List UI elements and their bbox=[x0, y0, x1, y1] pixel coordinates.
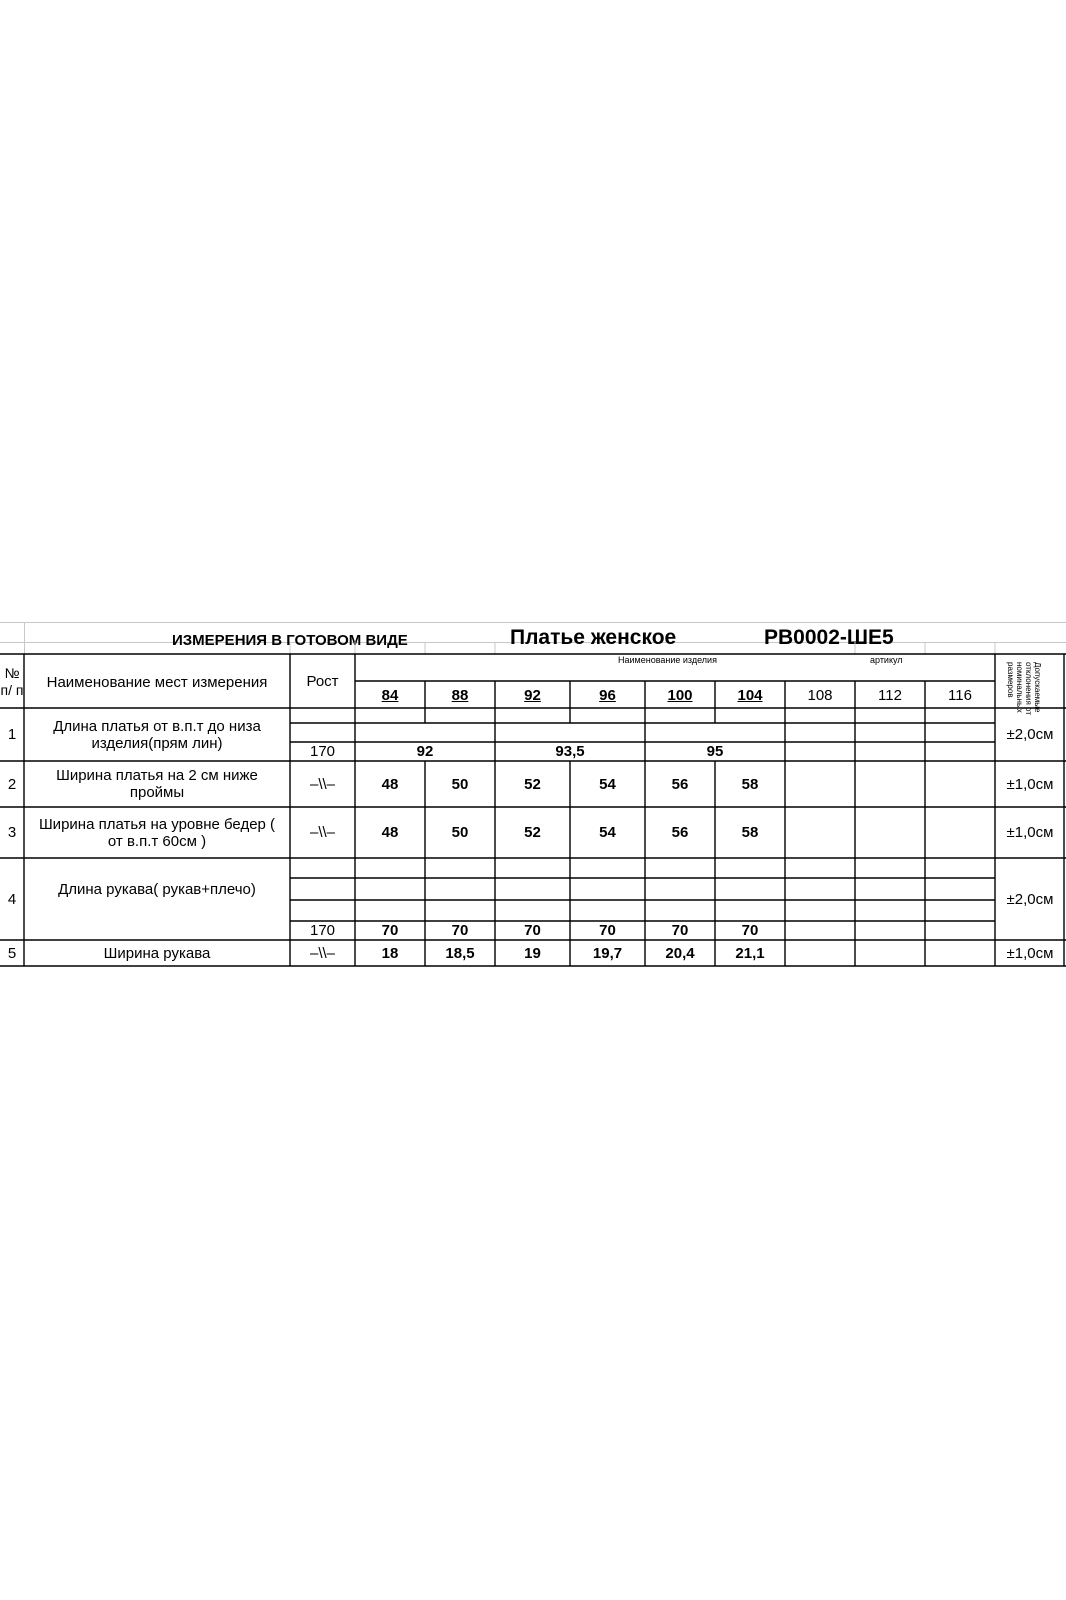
row-4-number: 4 bbox=[7, 890, 17, 908]
row-4-height: 170 bbox=[309, 922, 336, 939]
row-2-name: Ширина платья на 2 см ниже проймы bbox=[56, 767, 258, 801]
tolerance-header: Допускаемые отклонения от номинальных размеров bbox=[1006, 662, 1042, 715]
row-3-value-84: 48 bbox=[381, 824, 399, 841]
row-1-height: 170 bbox=[309, 743, 336, 760]
row-2-value-96: 54 bbox=[599, 775, 616, 793]
row-5-value-92: 19 bbox=[524, 944, 541, 962]
column-name-header: Наименование мест измерения bbox=[46, 673, 268, 691]
row-5-value-84: 18 bbox=[381, 944, 399, 962]
row-3-value-92: 52 bbox=[524, 824, 541, 841]
product-name: Платье женское bbox=[510, 626, 677, 649]
size-header-100: 100 bbox=[667, 686, 693, 704]
size-header-84: 84 bbox=[381, 686, 399, 704]
row-3-name: Ширина платья на уровне бедер ( от в.п.т 60см ) bbox=[38, 816, 276, 850]
row-1-value-100-104: 95 bbox=[706, 743, 724, 760]
row-1-tolerance: ±2,0см bbox=[1006, 726, 1054, 743]
row-4-tolerance: ±2,0см bbox=[1006, 890, 1054, 908]
row-3-value-96: 54 bbox=[599, 824, 616, 841]
article-caption: артикул bbox=[870, 655, 903, 665]
size-header-108: 108 bbox=[807, 686, 833, 704]
size-header-112: 112 bbox=[878, 686, 902, 704]
row-5-value-88: 18,5 bbox=[445, 944, 475, 962]
row-1-value-92-96: 93,5 bbox=[555, 743, 585, 760]
row-3-value-88: 50 bbox=[451, 824, 469, 841]
size-header-96: 96 bbox=[599, 686, 616, 704]
row-2-tolerance: ±1,0см bbox=[1006, 775, 1054, 793]
row-5-name: Ширина рукава bbox=[103, 944, 211, 962]
row-5-number: 5 bbox=[7, 944, 17, 962]
measurements-heading: ИЗМЕРЕНИЯ В ГОТОВОМ ВИДЕ bbox=[172, 632, 408, 649]
size-header-116: 116 bbox=[948, 686, 972, 704]
row-2-value-104: 58 bbox=[741, 775, 759, 793]
measurement-table bbox=[0, 628, 1066, 968]
row-5-height: –\\– bbox=[309, 944, 336, 962]
column-number-header: № п/ п bbox=[0, 664, 24, 698]
row-2-height: –\\– bbox=[309, 775, 336, 793]
row-5-value-100: 20,4 bbox=[665, 944, 695, 962]
row-3-value-100: 56 bbox=[671, 824, 689, 841]
row-3-height: –\\– bbox=[309, 824, 336, 841]
row-5-value-104: 21,1 bbox=[735, 944, 765, 962]
row-3-tolerance: ±1,0см bbox=[1006, 824, 1054, 841]
row-2-value-88: 50 bbox=[451, 775, 469, 793]
article-code: PB0002-ШЕ5 bbox=[764, 626, 894, 649]
row-3-number: 3 bbox=[7, 824, 17, 841]
row-4-value-92: 70 bbox=[524, 922, 541, 939]
row-5-tolerance: ±1,0см bbox=[1006, 944, 1054, 962]
size-header-88: 88 bbox=[451, 686, 469, 704]
row-1-value-84-88: 92 bbox=[416, 743, 434, 760]
grid-line bbox=[0, 622, 1066, 623]
row-2-value-100: 56 bbox=[671, 775, 689, 793]
size-header-92: 92 bbox=[524, 686, 541, 704]
row-5-value-96: 19,7 bbox=[592, 944, 623, 962]
size-header-104: 104 bbox=[737, 686, 763, 704]
row-4-value-88: 70 bbox=[451, 922, 469, 939]
row-4-name: Длина рукава( рукав+плечо) bbox=[58, 880, 256, 898]
row-2-value-84: 48 bbox=[381, 775, 399, 793]
row-1-number: 1 bbox=[7, 726, 17, 743]
row-1-name: Длина платья от в.п.т до низа изделия(прям лин) bbox=[53, 718, 261, 752]
row-4-value-100: 70 bbox=[671, 922, 689, 939]
row-4-value-96: 70 bbox=[599, 922, 616, 939]
row-3-value-104: 58 bbox=[741, 824, 759, 841]
row-2-value-92: 52 bbox=[524, 775, 541, 793]
product-caption: Наименование изделия bbox=[618, 655, 717, 665]
column-height-header: Рост bbox=[306, 672, 339, 690]
row-4-value-84: 70 bbox=[381, 922, 399, 939]
row-4-value-104: 70 bbox=[741, 922, 759, 939]
row-2-number: 2 bbox=[7, 775, 17, 793]
